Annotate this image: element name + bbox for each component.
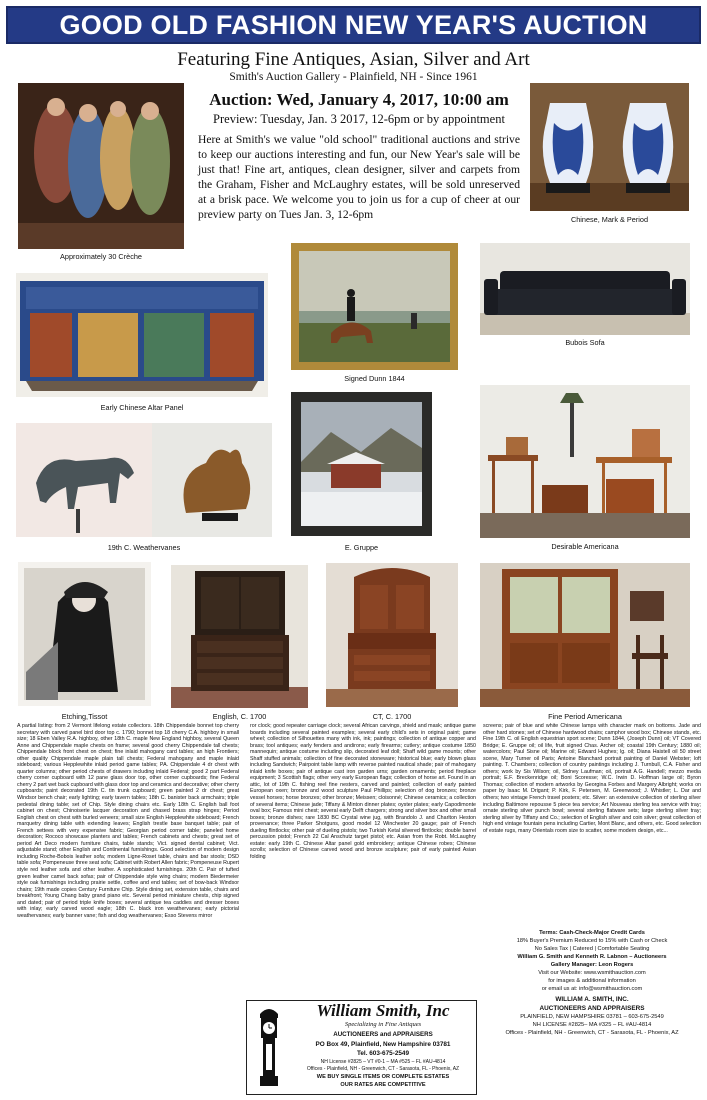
gruppe-painting-photo [291,392,432,536]
gruppe-caption: E. Gruppe [344,543,379,552]
company-slogan-buy: WE BUY SINGLE ITEMS OR COMPLETE ESTATES [316,1074,450,1080]
ct-secretary-photo [326,563,458,707]
terms-offices: Offices - Plainfield, NH - Greenwich, CT - Sarasota, FL - Phoenix, AZ [505,1030,679,1036]
creche-photo [18,83,184,249]
company-licenses: NH License #2825 – VT #0-1 – MA #525 – FL #AU-4814 [320,1059,446,1065]
fine-period-caption: Fine Period Americana [548,712,622,721]
title-banner [6,6,701,44]
company-address: PO Box 49, Plainfield, New Hampshire 03781 [315,1041,451,1048]
americana-photo [480,385,690,538]
terms-sales-tax: No Sales Tax | Catered | Comfortable Seating [534,946,650,952]
clock-logo-icon [252,1004,286,1090]
dunn-painting-photo [291,243,458,370]
terms-license: NH LICENSE #2825– MA #325 – FL #AU-4814 [532,1022,652,1028]
auction-date: Auction: Wed, January 4, 2017, 10:00 am [209,90,509,109]
sofa-photo [480,243,690,335]
company-phone: Tel. 603-675-2549 [356,1050,410,1057]
terms-title: Terms: Cash-Check-Major Credit Cards [539,930,645,936]
americana-caption: Desirable Americana [551,542,619,551]
terms-manager: Gallery Manager: Leon Rogers [550,962,634,968]
terms-company: WILLIAM A. SMITH, INC. [555,996,629,1003]
preview-line: Preview: Tuesday, Jan. 3 2017, 12-6pm or by appointment [213,112,505,126]
sofa-caption: Bubois Sofa [565,338,605,347]
chinese-vases-caption: Chinese, Mark & Period [570,215,649,224]
listing-column-1: A partial listing: from 2 Vermont lifelong estate collectors. 18th Chippendale bonnet top cherry secretary with carved panel bird door top c. 1790; bonnet top 18 cherry C.A. highboy in small size; 18 Eben Valley R.A. highboy, other 18th C. maple New England highboy, several Queen Anne and Chippendale maple chests on frame; several good cherry Chippendale tall chests; Chippendale block front chest on chest; fine inlaid mahogany card tables; an high Frontiers; other quality Chippendale maple plain tall chests; Federal mahogany and maple inlaid sideboard; various Hepplewhite inlaid period game tables; PA. Chippendale 4 dr chest with quarter columns; other period chests of drawers including inlaid Federal; good 2 part Federal cherry corner cupboard with 12 pane glass door top, other corner cupboards; fine Federal cherry 2 part wet back cupboard with glass door top and ceramics and decorative; other cherry cupboards; paint decorated 19th C. tin trunk cupboard; green painted 2 dr chest; great Windsor bench chair; early lighting; early tavern tables; 18th C. banister back armchairs; triple pedestal dining table; set of Chip. Style dining chairs etc. Early 18th C. English ball foot cabinet on chest; Chinoiserie lacquer decoration and chased brass strap hinges; Period English chest on chest with burled veneers; small size English Hepplewhite sideboard; French marquetry dining table with extending leaves; English trestle base banquet table; pair of French settees with very expensive fabric; Georgian period corner table; paneled home decoration; Rococo showcase planters and tables; French cabinets and chests; great set of period Art Deco modern furniture chairs, table stands; Vict. signed dental cabinet; Vict. adjustable stand; other English and Continental furnishings. Good selection of modern design including Roche-Bobois leather sofa; modern Ligne-Roset table, chairs and bar stools; DSD table sofa; Pompeneuse three seat sofa; Cabinet with Robert Allen fabric; Pompeneuse Rupert style red leather sofa and other leather. A sophisticated furnishings. 20th C. Pair of tufted green leather camel back sofas; pair of Chippendale style wing chairs; modern Biedermeier style oak furnishings including prairie settle, coffee and end tables; set of bow-back Windsor chairs; 19th made copies Century Furniture Chip. Style dining set, extension table, chairs and breakfront; Young Chang baby grand piano etc. Several period miniature chests, chip signed and dated; pair of period triple knife boxes; several antique tea caddies and dresser boxes with inlay; early carved wood eagle; 18th C. black iron weathervanes; early pictorial weathervanes; early banner vane; fish and dog weathervanes; Esso Stevens mirror [17,723,239,919]
terms-images-info: for images & additional information [548,978,636,984]
english-caption: English, C. 1700 [212,712,267,721]
fine-period-photo [480,563,690,707]
weathervanes-caption: 19th C. Weathervanes [107,543,181,552]
terms-auctioneers: William G. Smith and Kenneth R. Labnon – Auctioneers [517,954,667,960]
altar-panel-caption: Early Chinese Altar Panel [100,403,184,412]
terms-company-role: AUCTIONEERS AND APPRAISERS [539,1005,645,1012]
subtitle: Featuring Fine Antiques, Asian, Silver and Art [177,49,530,70]
creche-caption: Approximately 30 Crèche [60,252,142,261]
company-specializing: Specializing in Fine Antiques [344,1021,422,1028]
weathervanes-photo [16,423,272,537]
terms-premium: 18% Buyer's Premium Reduced to 15% with Cash or Check [516,938,668,944]
intro-paragraph: Here at Smith's we value "old school" traditional auctions and strive to keep our auctions interesting and fun, our New Year's sale will be just that! Fine art, antiques, clean designer, silver and carpets from the Graham, Fisher and McLaughry estates, will be sold unreserved at a brisk pace. We welcome you to join us for a cup of cheer at our preview party on Tues Jan. 3, 12-6pm [198,133,520,221]
dunn-caption: Signed Dunn 1844 [344,374,405,383]
listing-column-2: ror clock; good repeater carriage clock; several African carvings, shield and mask; antique game boards including several painted examples; several early child's sets in original paint; game wheel; collection of Silhouettes many with ink, ink; paintings; collection of antique copper and brass; tool antiques; early fenders and andirons; early firearms; cutlery; antique costume 1850 mannequin; antique costume including slip, decorated leaf doll; Shaff wild game mounts; other Shaff stuffed animals; collection of fine decorated stoneware; historical blue; early blown glass including Sandwich; Pairpoint table lamp with reverse painted nautical shade; pair of mahogany inlaid knife boxes; pair of antique cast iron garden urns; garden ornaments; period fireplace equipment; 3 Scottish flags; other very early European flags; collection of horse art. Found in an attic, lot of 19th C. fishing reel fine nesters, carved and painted; collection of early painted European oxen; bronze and wood sculpture Paul Phillips; selection of dog bronzes; bronze vessel horses; horse bronzes; other bronze; Meissen; cloisonné; Chinese ceramics; a collection of several items; Chinese jade; Tiffany & Minton dinner plates; oyster plates; early Capodimonte oval box; Famous mini chest; several early Delft chargers; strong and silver box and other small boxes; bronze dishes; rare 1830 BC Crystal wine jug, with Brandolo J. and Charlton Heston provenance; three Parker Shotguns, good model 12 Winchester 20 gauge; pair of French dueling flintlocks; other pair of dueling pistols; two Turkish Ketal silvered flintlocks; double barrel percussion pistol; French 22 Cal Anschutz target pistol; etc. Asian from the Robt. McLaughry estate: early 19th C. Chinese Altar panel gold embroidery; antique Chinese robes; Chinese scrolls; selection of Chinese carved wood and bronze sculpture; pair of early painted Asian folding [250,723,476,860]
listing-column-3: screens; pair of blue and white Chinese lamps with character mark on bottoms. Jade and other hard stones; set of Chinese hardwood chairs; camphor wood box; Chinese stands, etc. Fine 19th C. oil English equestrian sport scene; Dunn 1844, (Joseph Dunn) oil; VT Covered Bridge; E. Gruppe oil; oil life, fruit signed Chas. Archer oil; coastal 19th Century; 1880 oil; watercolors; Paul Sisne oil; Marine oil; Edward Hughes; lg. oil; Diana Haistell oil 50 street scene, Mary Turner oil Paris; Antoine Blanchard portrait painting of Daniel Webster; loft painting. T. Chambers; collection of country paintings including J. Turnbull, C.A. Fisher and others; work by Sis Wilson; oil, Sidney Laufman; oil, portrait A.G. Handell; mezzo media portrait; E.F. Breckenridge oil; Boni Scoresse; W.C. Irwin D. Hoffman large oil; Byron Thomas; collection of modern artworks by Georgina Forbes and Margery Albright; works on paper by Isaac M. Drigant; P. Kirk, F. Petersen, M. Greenwood; J. Whistler; L. Dar and others; two vintage French travel posters; etc. Silver: an extensive collection of sterling silver including Baltimore repousse 5 piece tea service; Art Nouveau sterling tea service with tray; ornate sterling silver punch bowl; several sterling flatware sets; large sterling silver tray; sterling silver by Tiffany and Co.; selection of English silver and coin silver; great collection of high end vintage fountain pens including Cartier, Mont Blanc, and others, etc. Good selection of estate rugs, many Orientals room size to scatter, some modern design, etc... [483,723,701,834]
chinese-vases-photo [530,83,689,211]
terms-email[interactable]: or email us at: info@wsmithauction.com [541,986,643,992]
auction-title: GOOD OLD FASHION NEW YEAR'S AUCTION [59,9,648,40]
company-role: AUCTIONEERS and APPRAISERS [333,1031,433,1038]
company-slogan-rates: OUR RATES ARE COMPETITIVE [340,1082,426,1088]
gallery-line: Smith's Auction Gallery - Plainfield, NH - Since 1961 [229,71,478,83]
etching-photo [18,562,151,706]
company-name: William Smith, Inc [316,1001,450,1020]
altar-panel-photo [16,273,268,397]
ct-caption: CT, C. 1700 [372,712,412,721]
etching-caption: Etching,Tissot [61,712,108,721]
english-cabinet-photo [171,565,308,708]
terms-address: PLAINFIELD, NEW HAMPSHIRE 03781 – 603-675-2549 [520,1014,664,1020]
company-offices: Offices - Plainfield, NH - Greenwich, CT - Sarasota, FL - Phoenix, AZ [306,1066,460,1072]
terms-website[interactable]: Visit our Website: www.wsmithauction.com [538,970,646,976]
